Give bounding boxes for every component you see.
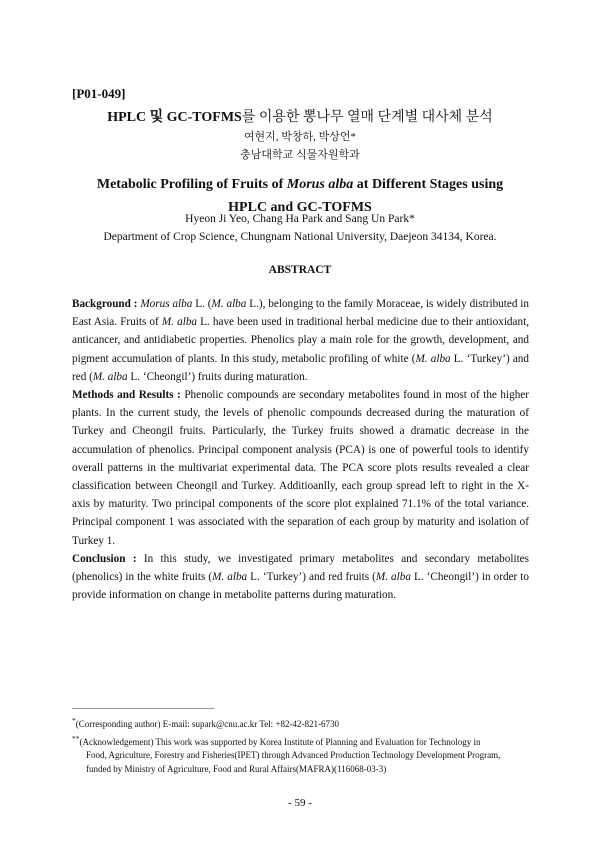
- species-abbrev: M. alba: [375, 571, 411, 584]
- english-title-b: at Different Stages using HPLC and GC-TOFMS: [228, 177, 504, 215]
- abstract-heading: ABSTRACT: [268, 264, 332, 276]
- methods-paragraph: [72, 386, 529, 550]
- abstract-body: [72, 295, 529, 604]
- background-label: Background :: [72, 298, 138, 310]
- korean-title-prefix: HPLC 및 GC-TOFMS: [107, 110, 242, 125]
- background-text-5: L. ‘Turkey’) and red (: [72, 352, 529, 383]
- footnote-divider: [72, 708, 214, 709]
- ack-line-3: funded by Ministry of Agriculture, Food and Rural Affairs(MAFRA)(116068-03-3): [86, 763, 387, 774]
- korean-authors: 여현지, 박창하, 박상언*: [243, 131, 357, 143]
- background-text-2: L. (: [192, 298, 212, 310]
- ack-line-1: (Acknowledgement) This work was supported by Korea Institute of Planning and Evaluation for Technology in: [79, 736, 481, 747]
- background-text-3: L.), belonging to the family Moraceae, is widely distributed in East Asia. Fruits of: [72, 298, 530, 329]
- background-text-6: L. ‘Cheongil’) fruits during maturation.: [127, 370, 308, 383]
- conclusion-text-2: L. ‘Turkey’) and red fruits (: [247, 571, 376, 584]
- english-title-species: Morus alba: [286, 177, 354, 192]
- conclusion-text-1: In this study, we investigated primary metabolites and secondary metabolites (phenolics) in the white fruits (: [72, 552, 529, 584]
- conclusion-label: Conclusion :: [72, 552, 137, 565]
- species-name: Morus alba: [140, 298, 193, 310]
- conclusion-paragraph: [72, 550, 529, 605]
- species-abbrev: M. alba: [161, 316, 198, 329]
- methods-label: Methods and Results :: [72, 389, 181, 402]
- species-abbrev: M. alba: [211, 298, 247, 310]
- english-affiliation: Department of Crop Science, Chungnam National University, Daejeon 34134, Korea.: [103, 231, 497, 243]
- footnote-mark: **: [72, 733, 80, 743]
- korean-title: [0, 106, 600, 126]
- acknowledgement-footnote: [72, 732, 532, 750]
- english-authors: Hyeon Ji Yeo, Chang Ha Park and Sang Un Park*: [185, 213, 415, 225]
- conclusion-text-3: L. ‘Cheongil’) in order to provide information on change in metabolite patterns during maturation.: [72, 571, 529, 602]
- background-paragraph: [72, 295, 529, 386]
- background-text-4: L. have been used in traditional herbal medicine due to their antioxidant, anticancer, and antidiabetic properties. Phenolics play a main role for the growth, development, and pigment accumulation of plants. In this study, metabolic profiling of white (: [72, 316, 529, 365]
- methods-text: Phenolic compounds are secondary metabolites found in most of the higher plants. In the current study, the levels of phenolic compounds decreased during the maturation of Turkey and Cheongil fruits. Particularly, the Turkey fruits showed a dramatic decrease in the accumulation of phenolics. Principal component analysis (PCA) is one of powerful tools to identify overall patterns in the multivariat experimental data. The PCA score plots results revealed a clear classification between Cheongil and Turkey. Additioanlly, each group spread left to right in the X-axis by maturity. Two principal components of the score plot explained 71.1% of the total variance. Principal component 1 was associated with the separation of each group by maturity and isolation of Turkey 1.: [72, 389, 529, 547]
- footnotes: [72, 714, 532, 776]
- ack-line-2: Food, Agriculture, Forestry and Fisheries(IPET) through Advanced Production Technology Development Program,: [86, 750, 501, 760]
- corresponding-footnote: [72, 714, 532, 732]
- corresponding-text: (Corresponding author) E-mail: supark@cnu.ac.kr Tel: +82-42-821-6730: [75, 719, 340, 729]
- page-number: - 59 -: [288, 797, 312, 809]
- footnote-mark: *: [72, 716, 76, 725]
- korean-title-rest: 를 이용한 뽕나무 열매 단계별 대사체 분석: [241, 110, 493, 125]
- poster-code: [P01-049]: [72, 86, 126, 101]
- species-abbrev: M. alba: [92, 370, 128, 383]
- species-abbrev: M. alba: [415, 352, 451, 365]
- korean-affiliation: 충남대학교 식물자원학과: [240, 149, 360, 161]
- species-abbrev: M. alba: [212, 571, 248, 584]
- english-title-a: Metabolic Profiling of Fruits of: [96, 177, 287, 192]
